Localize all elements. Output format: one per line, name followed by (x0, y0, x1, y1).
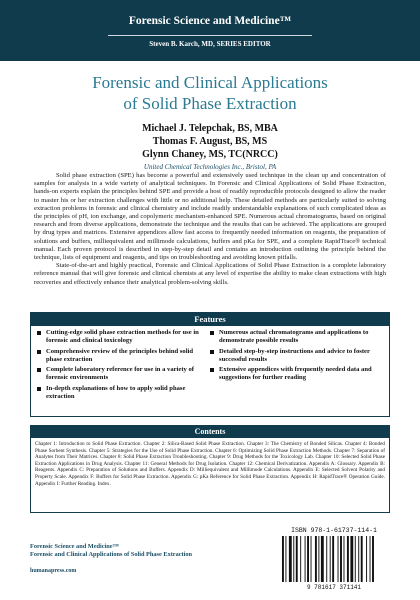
barcode-digits: 9 781617 371141 (306, 584, 361, 591)
author-name: Michael J. Telepchak, BS, MBA (142, 123, 278, 134)
barcode-bar (372, 536, 374, 582)
author-list (60, 122, 360, 174)
barcode-bar (296, 536, 298, 582)
features-column-right (210, 329, 383, 403)
contents-text: Chapter 1: Introduction to Solid Phase Extraction. Chapter 2: Silica-Based Solid Phase Extraction. Chapter 3: The Chemistry of Bonded Silicas. Chapter 4: Bonded Phase Sorbent Synthesis. Chapter 5: Strategies for the Use of Solid Phase Extraction. Chapter 6: Optimizing Solid Phase Extraction Methods. Chapter 7: Separation of Analytes from Their Matrices. Chapter 8: Solid Phase Extraction Troubleshooting. Chapter 9: Drug Methods for the Toxicology Lab. Chapter 10: Selected Solid Phase Extraction Applications in Drug Analysis. Chapter 11: General Methods for Drug Isolation. Chapter 12: Chemical Derivatization. Appendix A: Glossary. Appendix B: Reagents. Appendix C: Preparation of Solutions and Buffers. Appendix D: Milliequivalent and Millimode Calculations. Appendix E: Selected Solvent Polarity and Property Scale. Appendix F: Buffers for Solid Phase Extraction. Appendix G: pKa Reference for Solid Phase Extraction. Appendix H: RapidTrace® Operation Guide. Appendix I: Further Reading. Index. (35, 441, 385, 487)
series-editor: Steven B. Karch, MD, SERIES EDITOR (149, 40, 271, 48)
barcode-bar (355, 536, 356, 582)
author-name: Glynn Chaney, MS, TC(NRCC) (142, 149, 278, 160)
barcode-bar (338, 536, 339, 582)
footer-series-info (30, 543, 250, 559)
contents-heading: Contents (31, 426, 389, 438)
barcode-bar (350, 536, 353, 582)
author-affiliation: United Chemical Technologies Inc., Bristol, PA (143, 163, 277, 171)
feature-item: In-depth explanations of how to apply solid phase extraction (37, 385, 204, 401)
barcode-icon (280, 536, 388, 583)
barcode-bar (344, 536, 345, 582)
barcode-bar (340, 536, 342, 582)
feature-item: Numerous actual chromatograms and applications to demonstrate possible results (210, 329, 377, 345)
book-title (30, 72, 390, 114)
barcode-bar (358, 536, 359, 582)
barcode-bar (315, 536, 317, 582)
footer-book-name: Forensic and Clinical Applications of Solid Phase Extraction (30, 551, 193, 558)
feature-item: Extensive appendices with frequently needed data and suggestions for further reading (210, 366, 377, 382)
features-box (30, 312, 390, 417)
barcode-bar (330, 536, 331, 582)
book-title-line-2: of Solid Phase Extraction (123, 94, 297, 113)
contents-box (30, 425, 390, 513)
barcode-bar (366, 536, 367, 582)
publisher-url[interactable]: humanapress.com (30, 568, 77, 574)
footer-series-name: Forensic Science and Medicine™ (30, 543, 119, 550)
barcode-bar (332, 536, 334, 582)
feature-item: Complete laboratory reference for use in a variety of forensic environments (37, 366, 204, 382)
description-paragraph: Solid phase extraction (SPE) has become a powerful and extensively used technique in the clean up and concentration of samples for analysis in a wide variety of analytical techniques. In Forensic and Clinical Applications of Solid Phase Extraction, hands-on experts explain the principles behind SPE and provide a host of readily reproducible protocols designed to allow the reader to master his or her extraction challenges with little or no additional help. These detailed methods are particularly suited to solving extraction problems in forensic and clinical chemistry and include readily understandable explanations of such complicated ideas as the principles of pH, ion exchange, and copolymeric mechanism-enhanced SPE. Numerous actual chromatograms, based on original research and from diverse applications, demonstrate the technique and the results that can be achieved. The applications are grouped by drug types and matrices. Extensive appendices allow fast access to frequently needed information on reagents, the preparation of solutions and buffers, milliequivalent and millimode calculations, buffers and pKa for SPE, and a complete RapidTrace® technical manual. Each proven protocol is described in step-by-step detail and contains an introduction outlining the principle behind the technique, lists of equipment and reagents, and tips on troubleshooting and avoiding known pitfalls. (34, 172, 386, 262)
book-title-line-1: Forensic and Clinical Applications (92, 73, 328, 92)
barcode-bar (285, 536, 286, 582)
book-description (34, 172, 386, 287)
header-divider (108, 35, 312, 36)
barcode-bar (370, 536, 371, 582)
isbn-number: ISBN 978-1-61737-114-1 (291, 527, 377, 534)
barcode-bar (318, 536, 319, 582)
barcode-bar (282, 536, 284, 582)
barcode-bar (305, 536, 306, 582)
features-column-left (37, 329, 210, 403)
features-heading: Features (31, 313, 389, 326)
author-name: Thomas F. August, BS, MS (152, 136, 268, 147)
features-list (31, 326, 389, 403)
series-header-band (0, 0, 420, 61)
series-title: Forensic Science and Medicine™ (128, 15, 292, 27)
barcode-bar (347, 536, 349, 582)
feature-item: Detailed step-by-step instructions and advice to foster successful results (210, 348, 377, 364)
barcode-bar (311, 536, 312, 582)
barcode-bar (293, 536, 294, 582)
barcode-bar (300, 536, 301, 582)
description-paragraph: State-of-the-art and highly practical, Forensic and Clinical Applications of Solid Phase Extraction is a complete laboratory reference manual that will give forensic and clinical chemists at any level of expertise the ability to make clean extractions with high recoveries and effectively enhance their analytical problem-solving skills. (34, 262, 386, 286)
barcode-bar (361, 536, 363, 582)
barcode-bar (289, 536, 292, 582)
barcode-bar (326, 536, 327, 582)
barcode-bar (307, 536, 309, 582)
feature-item: Cutting-edge solid phase extraction methods for use in forensic and clinical toxicology (37, 329, 204, 345)
barcode-bar (321, 536, 324, 582)
isbn-barcode-block (276, 527, 392, 593)
feature-item: Comprehensive review of the principles behind solid phase extraction (37, 348, 204, 364)
